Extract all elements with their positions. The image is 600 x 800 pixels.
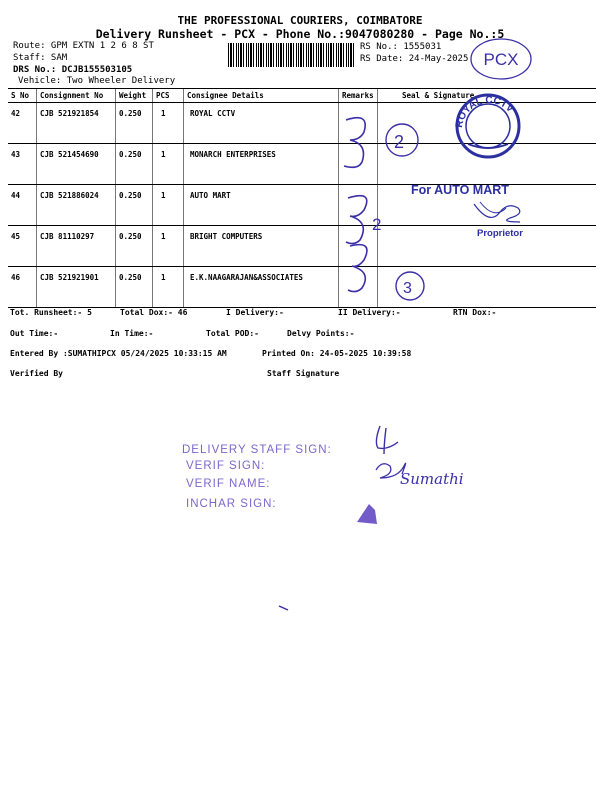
col-weight: Weight [116, 89, 153, 103]
total-dox: Total Dox:- 46 [120, 308, 188, 317]
printed-on: Printed On: 24-05-2025 10:39:58 [262, 349, 412, 358]
handwritten-name: Sumathi [400, 470, 464, 488]
cell-pcs: 1 [153, 144, 184, 185]
svg-text:ROYAL CCTV [454, 95, 516, 129]
mark-1: 2 [394, 132, 405, 152]
cell-pcs: 1 [153, 185, 184, 226]
stamp-incharge-sign: INCHAR SIGN: [186, 498, 277, 510]
stamp-verif-name: VERIF NAME: [186, 478, 271, 490]
cell-consignee: ROYAL CCTV [184, 103, 339, 144]
cell-consignment: CJB 81110297 [37, 226, 116, 267]
rs-number: RS No.: 1555031 [360, 42, 442, 52]
cell-weight: 0.250 [116, 226, 153, 267]
rs-date: RS Date: 24-May-2025 [360, 54, 469, 64]
cell-sno: 44 [8, 185, 37, 226]
vehicle-label: Vehicle: Two Wheeler Delivery [18, 76, 176, 86]
cell-sno: 43 [8, 144, 37, 185]
mark-2: 2 [372, 215, 382, 234]
out-time: Out Time:- [10, 329, 59, 338]
staff-signature: Staff Signature [267, 369, 340, 378]
ii-delivery: II Delivery:- [338, 308, 401, 317]
cell-sno: 45 [8, 226, 37, 267]
auto-mart-stamp: For AUTO MART [411, 183, 509, 197]
cell-sno: 46 [8, 267, 37, 308]
cell-consignment: CJB 521886024 [37, 185, 116, 226]
cell-pcs: 1 [153, 267, 184, 308]
col-remarks: Remarks [339, 89, 378, 103]
auto-mart-proprietor: Proprietor [477, 228, 523, 239]
cell-pcs: 1 [153, 103, 184, 144]
mark-3: 3 [403, 280, 412, 297]
delvy-points: Delvy Points:- [287, 329, 355, 338]
cell-consignee: MONARCH ENTERPRISES [184, 144, 339, 185]
cell-consignment: CJB 521921901 [37, 267, 116, 308]
cell-sno: 42 [8, 103, 37, 144]
royal-cctv-text: ROYAL CCTV [453, 95, 516, 129]
col-sno: S No [8, 89, 37, 103]
runsheet-title: Delivery Runsheet - PCX - Phone No.:9047080280 - Page No.:5 [95, 27, 505, 41]
route-label: Route: GPM EXTN 1 2 6 8 ST [13, 41, 154, 51]
cell-pcs: 1 [153, 226, 184, 267]
drs-number: DRS No.: DCJB155503105 [13, 65, 133, 75]
cell-weight: 0.250 [116, 144, 153, 185]
stamp-verif-sign: VERIF SIGN: [186, 460, 266, 472]
stray-mark [278, 604, 290, 612]
barcode [228, 43, 354, 67]
entered-by: Entered By :SUMATHIPCX 05/24/2025 10:33:15 AM [10, 349, 227, 358]
in-time: In Time:- [110, 329, 154, 338]
royal-cctv-stamp [448, 88, 528, 160]
cell-weight: 0.250 [116, 185, 153, 226]
pcx-text: PCX [483, 50, 519, 69]
staff-label: Staff: SAM [13, 53, 68, 63]
pcx-mark [468, 36, 534, 82]
col-consignee: Consignee Details [184, 89, 339, 103]
col-pcs: PCS [153, 89, 184, 103]
auto-mart-signature [470, 198, 530, 228]
stamp-delivery-staff-sign: DELIVERY STAFF SIGN: [182, 444, 332, 456]
cell-consignee: E.K.NAAGARAJAN&ASSOCIATES [184, 267, 339, 308]
cell-consignment: CJB 521921854 [37, 103, 116, 144]
ink-blot [355, 500, 379, 526]
col-consignment: Consignment No [37, 89, 116, 103]
cell-consignee: AUTO MART [184, 185, 339, 226]
i-delivery: I Delivery:- [226, 308, 284, 317]
verified-by: Verified By [10, 369, 63, 378]
cell-weight: 0.250 [116, 267, 153, 308]
remarks-handwriting [330, 110, 440, 310]
cell-consignment: CJB 521454690 [37, 144, 116, 185]
col-seal-signature: Seal & Signature [378, 89, 597, 103]
tot-runsheet: Tot. Runsheet:- 5 [10, 308, 92, 317]
table-row [8, 267, 596, 308]
company-title: THE PROFESSIONAL COURIERS, COIMBATORE [177, 14, 423, 27]
cell-consignee: BRIGHT COMPUTERS [184, 226, 339, 267]
rtn-dox: RTN Dox:- [453, 308, 497, 317]
cell-weight: 0.250 [116, 103, 153, 144]
total-pod: Total POD:- [206, 329, 259, 338]
